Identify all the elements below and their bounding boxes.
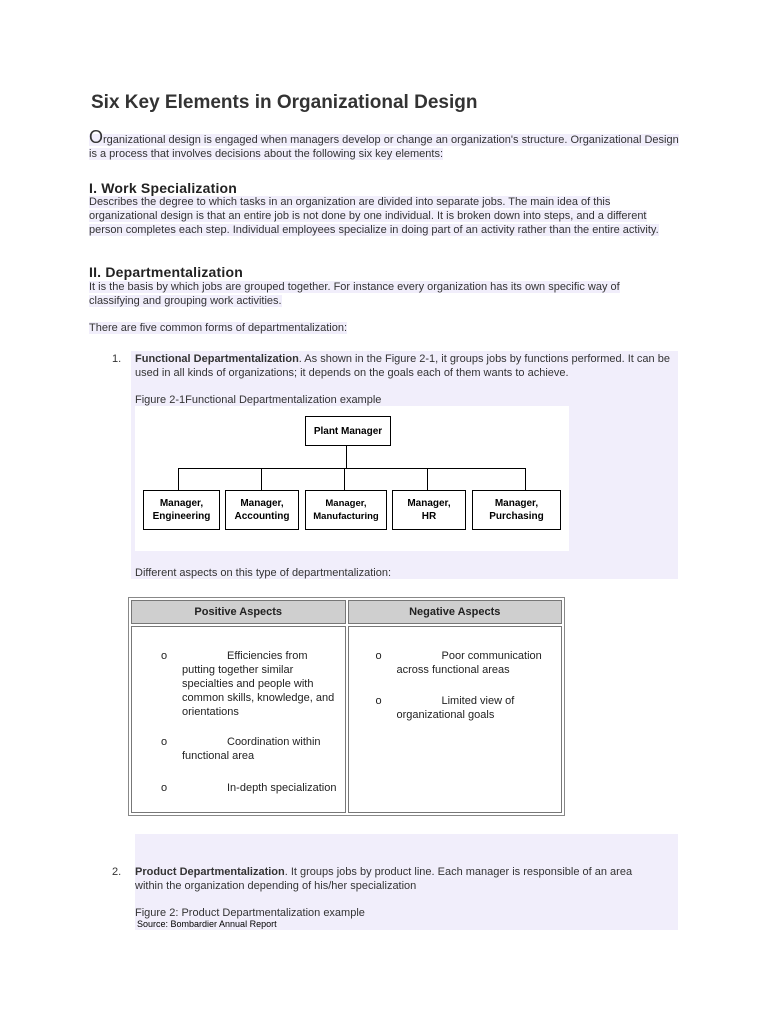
positive-item-2-line2: functional area: [182, 750, 255, 762]
org-connector-3: [344, 468, 345, 490]
bullet-marker: o: [375, 695, 382, 707]
negative-item-2-line2: organizational goals: [396, 709, 495, 721]
forms-intro-text: There are five common forms of departmentalization:: [89, 322, 348, 334]
aspects-header-negative: Negative Aspects: [348, 600, 563, 624]
positive-aspects-cell: [131, 626, 346, 813]
positive-item-1-line2: putting together similar: [182, 664, 294, 676]
section-heading-work-specialization: I. Work Specialization: [89, 180, 238, 196]
org-connector-4: [427, 468, 428, 490]
org-node-engineering-line1: Manager,: [159, 498, 204, 509]
negative-item-1-line1: Poor communication: [441, 650, 542, 662]
positive-item-1-line4: common skills, knowledge, and: [182, 692, 335, 704]
positive-item-1-line3: specialties and people with: [182, 678, 314, 690]
bullet-marker: o: [161, 782, 168, 794]
org-connector-2: [261, 468, 262, 490]
item1-text: . As shown in the Figure 2-1, it groups jobs by functions performed. It can be used in all kinds of organizations; it depends on the goals each of them wants to achieve.: [135, 353, 670, 379]
figure-2-caption: Figure 2: Product Departmentalization example: [135, 907, 365, 919]
figure-2-source: Source: Bombardier Annual Report: [137, 919, 277, 929]
org-node-hr-line1: Manager,: [407, 498, 451, 509]
section1-body-text: Describes the degree to which tasks in an organization are divided into separate jobs. The main idea of this organizational design is that an entire job is not done by one individual. It is broken down into steps, and a different person completes each step. Individual employees specialize in doing part of an activity rather than the entire activity.: [89, 196, 659, 236]
item2-number: 2.: [112, 866, 122, 878]
bullet-marker: o: [161, 650, 168, 662]
forms-intro: [89, 321, 347, 335]
item1-number: 1.: [112, 353, 122, 365]
org-connector-1: [178, 468, 179, 490]
positive-item-1-line1: Efficiencies from: [227, 650, 308, 662]
org-node-hr-line2: HR: [421, 511, 437, 522]
bullet-marker: o: [161, 736, 168, 748]
org-node-purchasing-line2: Purchasing: [489, 511, 544, 522]
aspects-header-positive: Positive Aspects: [131, 600, 346, 624]
org-node-accounting-line2: Accounting: [234, 511, 290, 522]
org-connector-root: [346, 445, 347, 468]
org-node-plant-manager: Plant Manager: [305, 416, 391, 446]
section-heading-departmentalization: II. Departmentalization: [89, 264, 243, 280]
org-node-manufacturing: [305, 490, 387, 530]
figure-2-1-caption: Figure 2-1Functional Departmentalization example: [135, 394, 382, 406]
negative-item-2-line1: Limited view of: [441, 695, 515, 707]
org-chart-figure: [135, 406, 569, 551]
item2-description: [135, 865, 655, 893]
org-node-manufacturing-line2: Manufacturing: [313, 511, 379, 522]
aspects-caption: Different aspects on this type of departmentalization:: [135, 567, 391, 579]
item2-bold-term: Product Departmentalization: [135, 866, 285, 878]
item2-text: . It groups jobs by product line. Each manager is responsible of an area within the organization depending of his/her specialization: [135, 866, 633, 892]
page-title: Six Key Elements in Organizational Design: [91, 92, 478, 113]
item1-description: [135, 352, 675, 380]
org-node-manufacturing-line1: Manager,: [325, 498, 367, 509]
negative-aspects-cell: [348, 626, 563, 813]
org-connector-horizontal: [178, 468, 526, 469]
org-node-purchasing-line1: Manager,: [494, 498, 539, 509]
positive-item-3-line1: In-depth specialization: [227, 782, 337, 794]
org-node-hr: [392, 490, 466, 530]
intro-dropcap: O: [89, 127, 104, 147]
negative-item-1-line2: across functional areas: [396, 664, 510, 676]
org-node-engineering-line2: Engineering: [152, 511, 211, 522]
item1-bold-term: Functional Departmentalization: [135, 353, 299, 365]
org-connector-5: [525, 468, 526, 490]
section-body-departmentalization: [89, 280, 649, 308]
bullet-marker: o: [375, 650, 382, 662]
positive-item-1-line5: orientations: [182, 706, 239, 718]
positive-item-2-line1: Coordination within: [227, 736, 321, 748]
org-node-accounting-line1: Manager,: [240, 498, 284, 509]
org-node-purchasing: [472, 490, 561, 530]
org-node-accounting: [225, 490, 299, 530]
aspects-table: [128, 597, 565, 816]
intro-paragraph: [89, 127, 679, 161]
section-body-work-specialization: [89, 195, 681, 237]
section2-body-text: It is the basis by which jobs are grouped together. For instance every organization has its own specific way of classifying and grouping work activities.: [89, 281, 620, 307]
org-node-engineering: [143, 490, 220, 530]
intro-text: rganizational design is engaged when managers develop or change an organization's structure. Organizational Design is a process that involves decisions about the following six key elements:: [89, 134, 679, 160]
